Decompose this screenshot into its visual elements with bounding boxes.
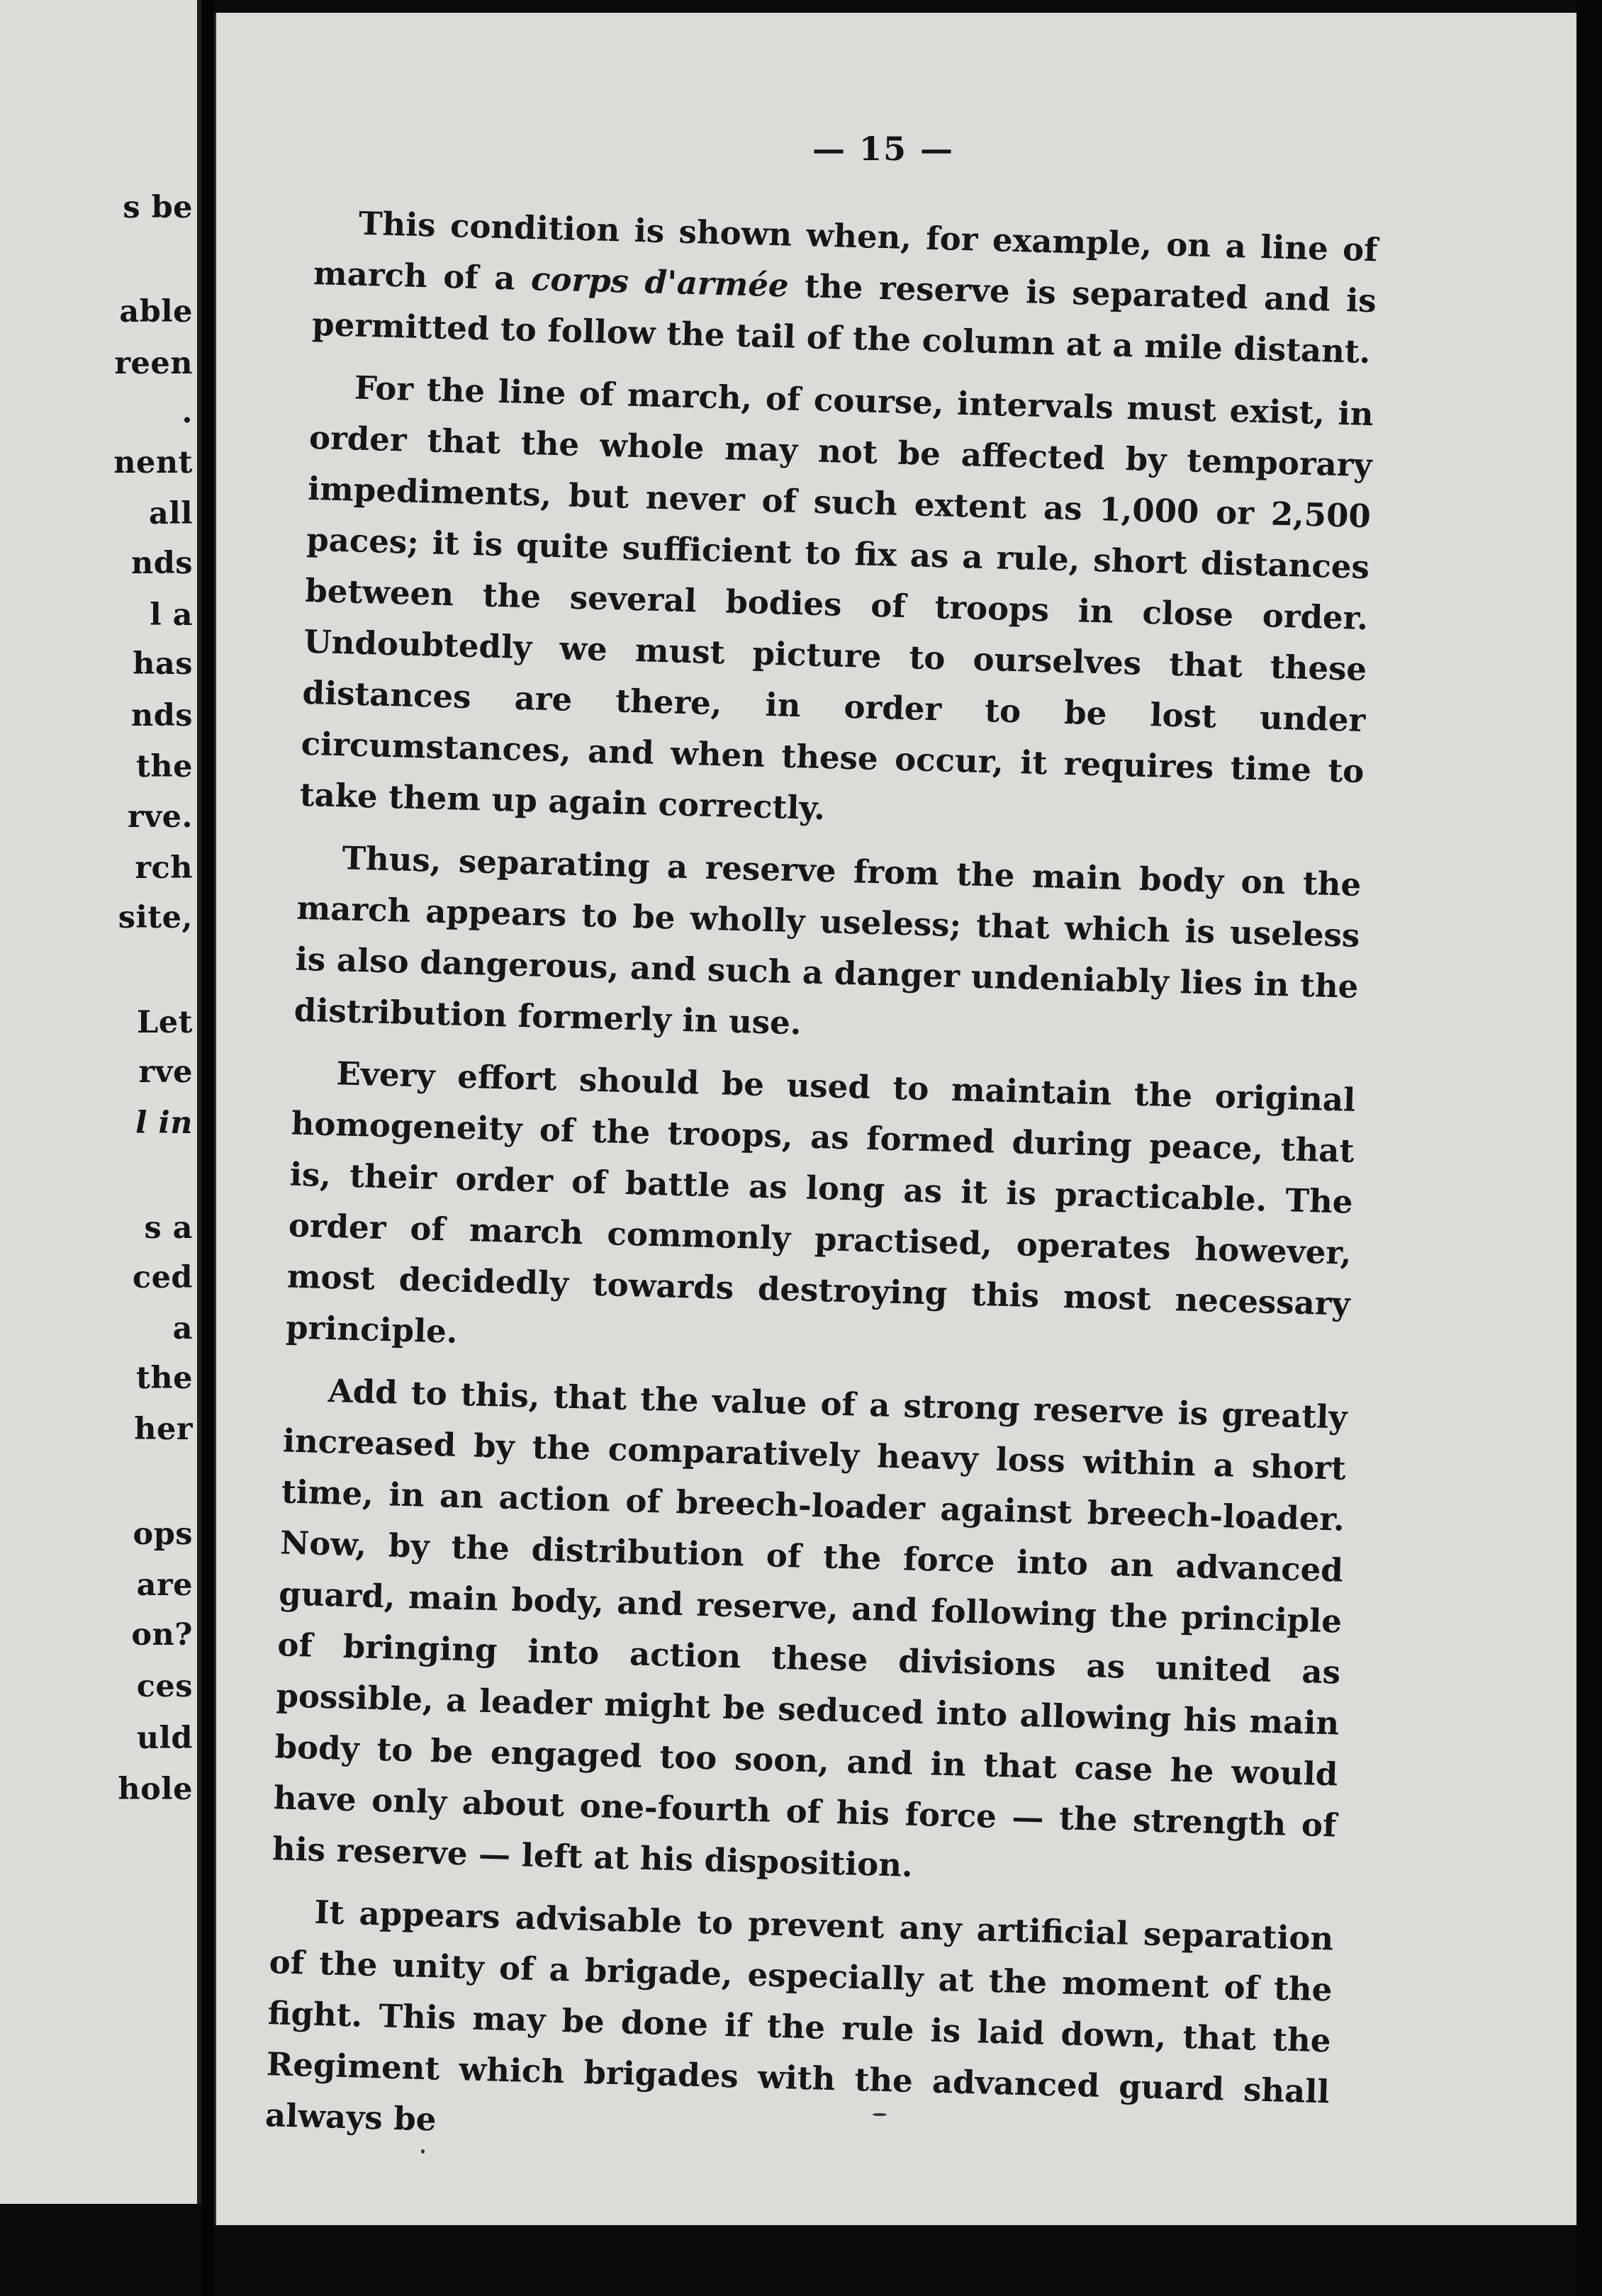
left-page-text-fragment: nds	[130, 546, 193, 581]
left-page-text-fragment: s be	[123, 190, 193, 225]
left-page-text-fragment: hole	[118, 1772, 193, 1807]
left-page-text-fragment: on?	[131, 1617, 193, 1653]
left-page-text-fragment: a	[172, 1311, 193, 1346]
paragraph-5	[271, 1364, 1348, 1902]
right-page	[214, 13, 1579, 2225]
left-page-text-fragment: nent	[113, 445, 193, 480]
left-page-text-fragment: rch	[135, 850, 193, 886]
paragraph-3	[293, 832, 1362, 1064]
left-page-text-fragment: .	[181, 395, 193, 430]
paragraph-text: Thus, separating a reserve from the main body on the march appears to be wholly useless; that which is useless is also dangerous, and such a danger undeniably lies in the distribution formerly in use.	[293, 839, 1362, 1042]
ink-speck	[873, 2113, 887, 2116]
left-page-text-fragment: l in	[135, 1105, 193, 1141]
paragraph-6	[264, 1886, 1334, 2168]
left-page	[0, 0, 201, 2204]
left-page-text-fragment: nds	[130, 698, 193, 733]
page-number: — 15 —	[812, 130, 955, 168]
paragraph-text: Every effort should be used to maintain the original homogeneity of the troops, as formed during peace, that is, their order of battle as long as it is practicable. The order of march commonly practised, operates however, most decidedly towards destroying this most necessary principle.	[285, 1054, 1356, 1351]
left-page-text-fragment: l a	[150, 597, 193, 633]
left-page-text-fragment: her	[134, 1412, 193, 1447]
left-page-text-fragment: site,	[118, 900, 193, 935]
page-edge-shadow	[1576, 0, 1602, 2296]
paragraph-text: Add to this, that the value of a strong reserve is greatly increased by the comparatively heavy loss within a short time, in an action of breech-loader against breech-loader. Now, by the distribution of the force into an advanced guard, main body, and reserve, and following the principle of bringing into action these divisions as united as possible, a leader might be seduced into allowing his main body to be engaged too soon, and in that case he would have only about one-fourth of his force — the strength of his reserve — left at his disposition.	[271, 1372, 1348, 1884]
italic-phrase: corps d'armée	[530, 260, 790, 305]
paragraph-1	[311, 197, 1378, 378]
left-page-text-fragment: has	[133, 646, 193, 682]
paragraph-text: the reserve is separated and is permitted to follow the tail of the column at a mile distant.	[311, 266, 1377, 371]
left-page-text-fragment: all	[148, 496, 193, 531]
paragraph-4	[285, 1047, 1356, 1381]
left-page-text-fragment: ces	[136, 1669, 193, 1704]
ink-speck	[421, 2149, 425, 2154]
left-page-text-fragment: rve	[138, 1054, 193, 1090]
paragraph-2	[299, 361, 1374, 848]
left-page-text-fragment: the	[136, 749, 193, 784]
left-page-text-fragment: uld	[136, 1721, 193, 1756]
left-page-text-fragment: the	[136, 1361, 193, 1396]
left-page-text-fragment: s a	[144, 1210, 193, 1246]
book-gutter	[201, 0, 214, 2296]
paragraph-text: It appears advisable to prevent any artificial separation of the unity of a brigade, especially at the moment of the fight. This may be done if the rule is laid down, that the Regiment which brigades with the advanced guard shall always be	[264, 1893, 1334, 2139]
paragraph-text: This condition is shown when, for example, on a line of march of a	[313, 204, 1379, 298]
left-page-text-fragment: ced	[132, 1260, 193, 1295]
left-page-text-fragment: rve.	[128, 799, 193, 835]
left-page-text-fragment: Let	[137, 1005, 193, 1040]
left-page-text-fragment: are	[136, 1568, 193, 1603]
paragraph-text: For the line of march, of course, intervals must exist, in order that the whole may not be affected by temporary impediments, but never of such extent as 1,000 or 2,500 paces; it is quite sufficient to fix as a rule, short distances between the several bodies of troops in close order. Undoubtedly we must picture to ourselves that these distances are there, in order to be lost under circumstances, and when these occur, it requires time to take them up again correctly.	[299, 368, 1374, 828]
left-page-text-fragment: reen	[114, 346, 193, 381]
left-page-text-fragment: able	[119, 294, 193, 330]
left-page-text-fragment: ops	[133, 1516, 193, 1552]
text-body	[264, 197, 1379, 2180]
